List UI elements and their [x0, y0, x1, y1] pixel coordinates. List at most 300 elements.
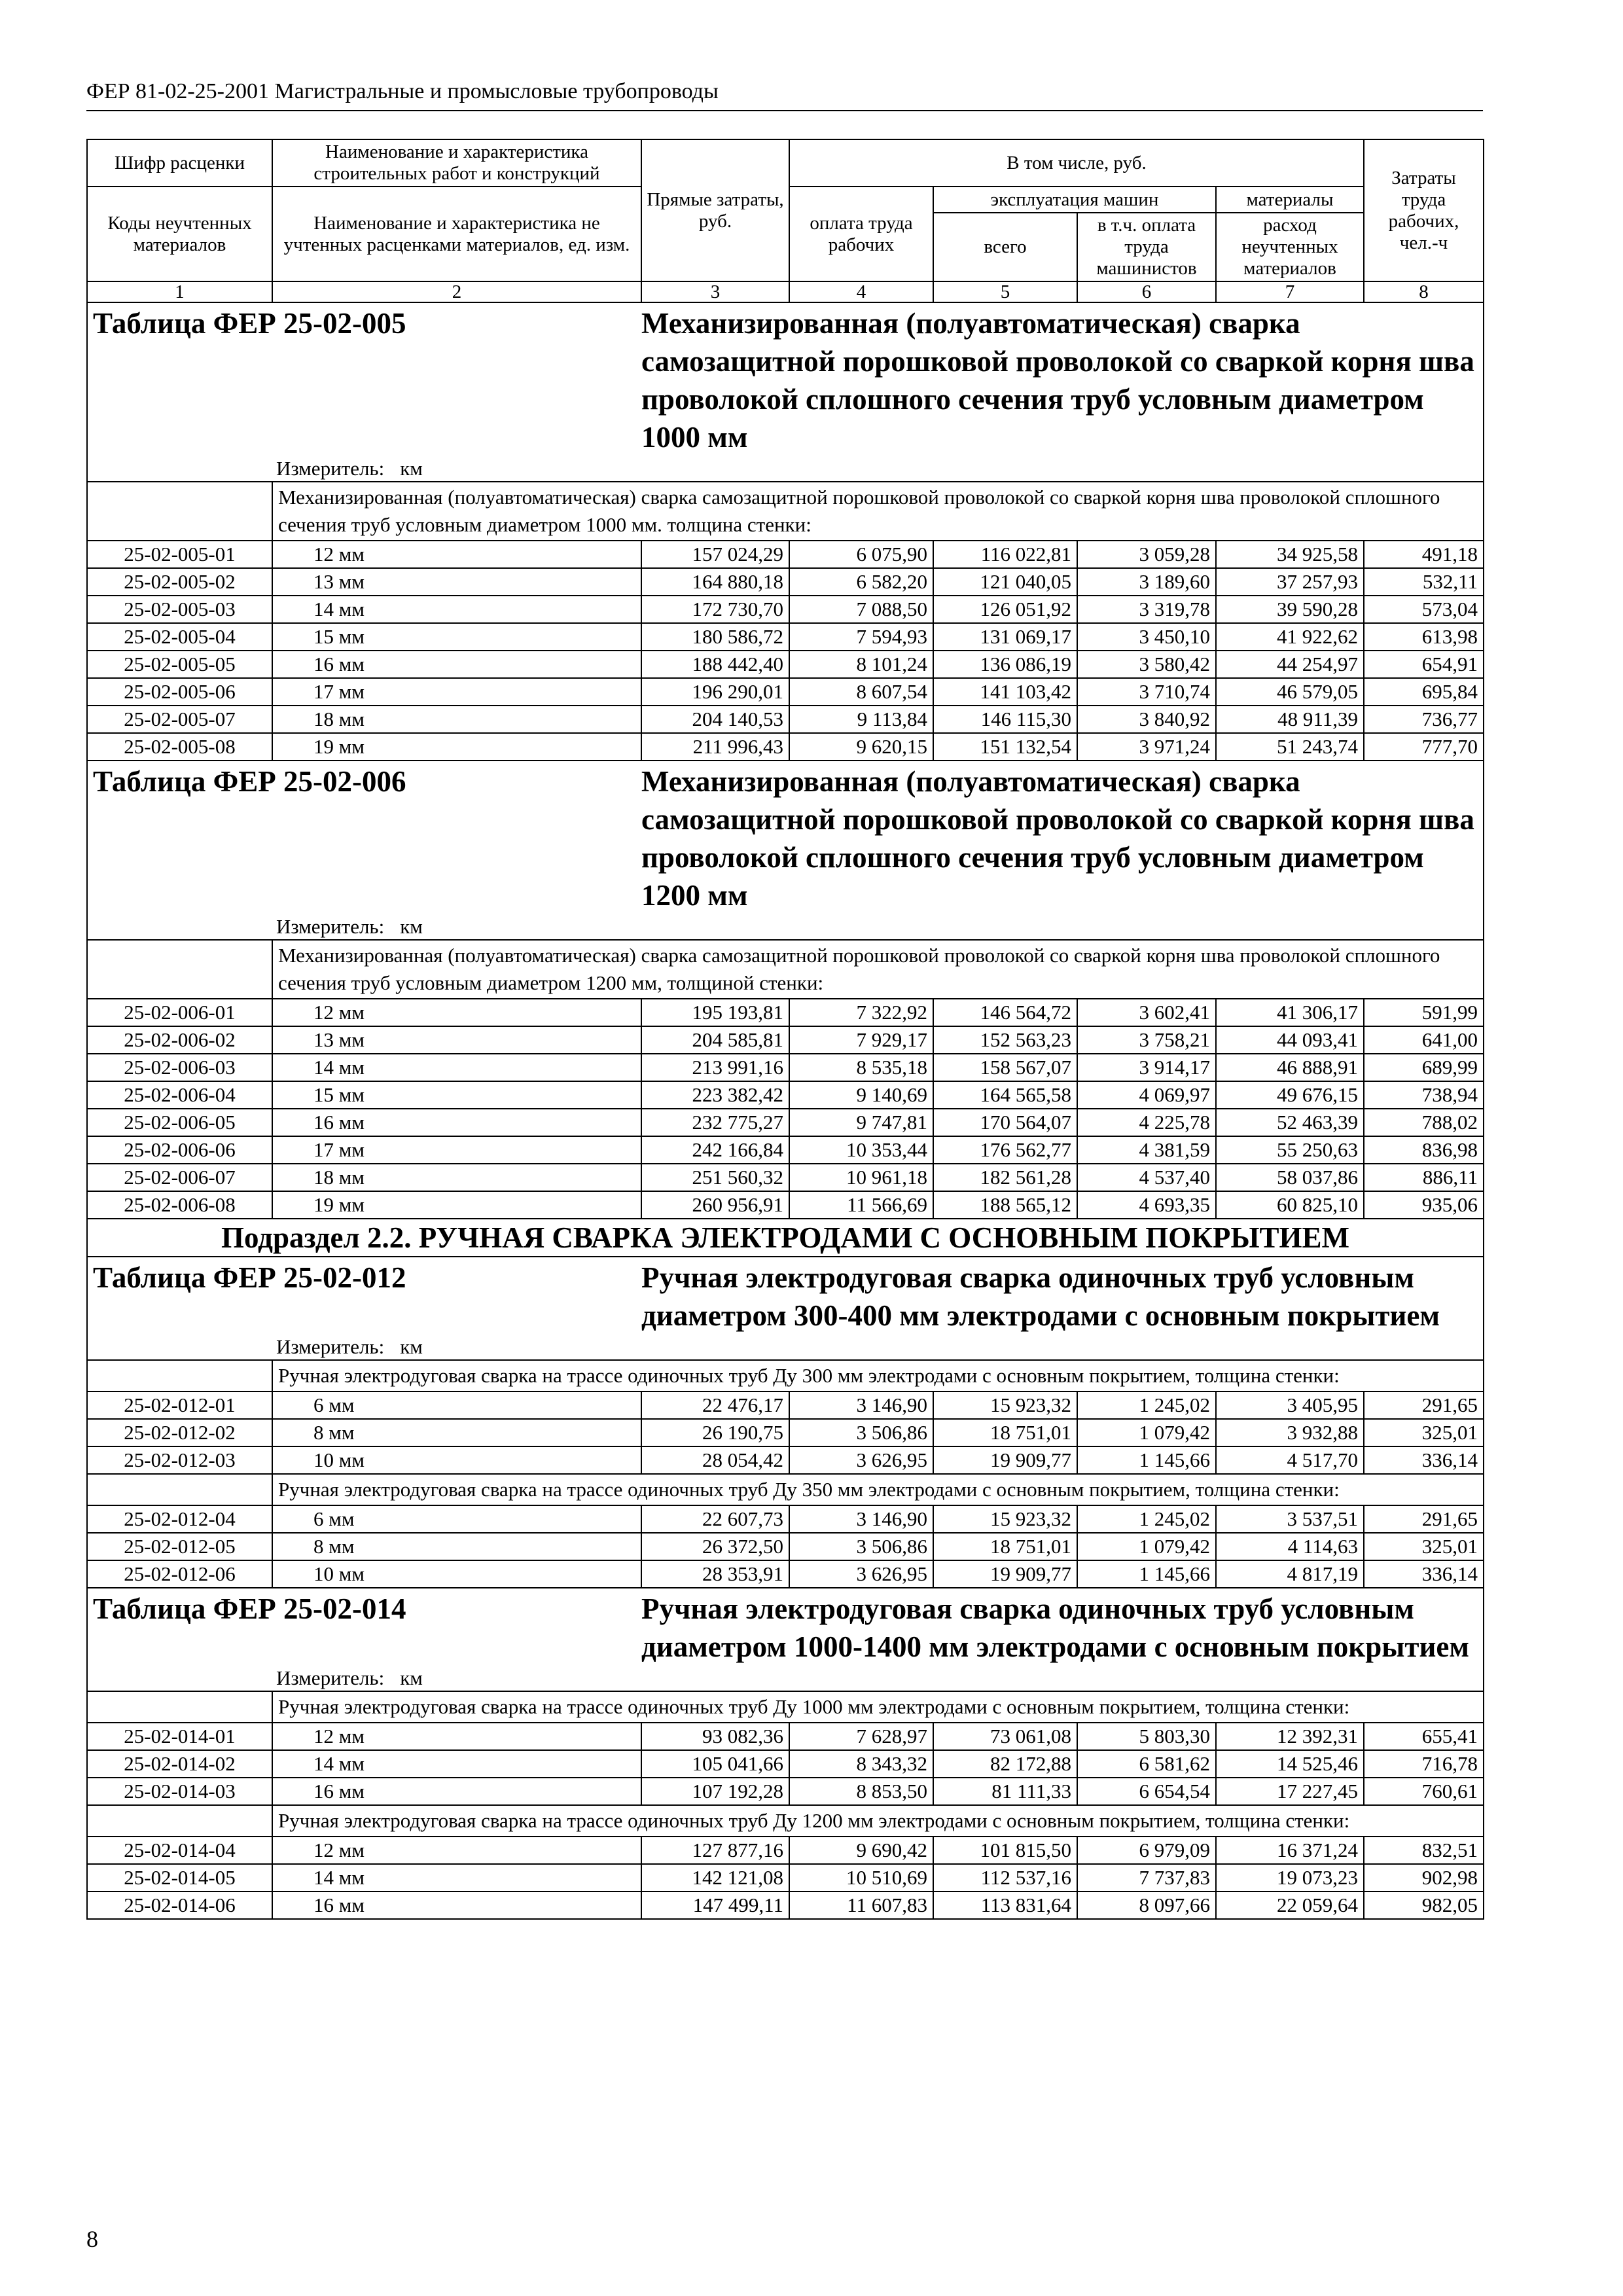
materials-cost: 22 059,64 [1216, 1892, 1364, 1919]
wall-thickness: 14 мм [272, 1864, 641, 1892]
meter-cell [272, 456, 1484, 482]
machinists-pay: 3 971,24 [1077, 733, 1216, 761]
table-code: Таблица ФЕР 25-02-005 [87, 302, 641, 456]
table-row [87, 1081, 1484, 1109]
rate-code: 25-02-012-06 [87, 1560, 272, 1588]
wall-thickness: 16 мм [272, 1778, 641, 1805]
labor-pay: 8 343,32 [789, 1750, 933, 1778]
labor-hours: 291,65 [1364, 1391, 1484, 1419]
labor-hours: 291,65 [1364, 1505, 1484, 1533]
direct-cost: 223 382,42 [641, 1081, 789, 1109]
direct-cost: 157 024,29 [641, 541, 789, 568]
wall-thickness: 12 мм [272, 999, 641, 1026]
meter-row [87, 914, 1484, 940]
labor-pay: 3 506,86 [789, 1419, 933, 1446]
table-row [87, 651, 1484, 678]
direct-cost: 232 775,27 [641, 1109, 789, 1136]
direct-cost: 93 082,36 [641, 1723, 789, 1750]
page-header [86, 76, 1483, 111]
labor-hours: 491,18 [1364, 541, 1484, 568]
machinists-pay: 3 840,92 [1077, 706, 1216, 733]
labor-pay: 7 594,93 [789, 623, 933, 651]
table-title: Ручная электродуговая сварка одиночных труб условным диаметром 1000-1400 мм электродами с основным покрытием [641, 1588, 1484, 1666]
wall-thickness: 8 мм [272, 1419, 641, 1446]
labor-hours: 613,98 [1364, 623, 1484, 651]
labor-pay: 7 088,50 [789, 596, 933, 623]
table-title: Механизированная (полуавтоматическая) сварка самозащитной порошковой проволокой со сваркой корня шва проволокой сплошного сечения труб условным диаметром 1000 мм [641, 302, 1484, 456]
wall-thickness: 16 мм [272, 1109, 641, 1136]
rate-code: 25-02-006-02 [87, 1026, 272, 1054]
machinists-pay: 3 319,78 [1077, 596, 1216, 623]
col-materials-sub-header: расход неучтенных материалов [1216, 213, 1364, 281]
meter-label: Измеритель: [276, 1335, 385, 1358]
direct-cost: 26 190,75 [641, 1419, 789, 1446]
col-code-header: Шифр расценки [87, 139, 272, 187]
group-description: Ручная электродуговая сварка на трассе одиночных труб Ду 1200 мм электродами с основным покрытием, толщина стенки: [272, 1805, 1484, 1837]
col-number: 2 [272, 281, 641, 302]
machinists-pay: 3 710,74 [1077, 678, 1216, 706]
meter-unit: км [400, 457, 423, 480]
machinists-pay: 1 145,66 [1077, 1446, 1216, 1474]
machinists-pay: 1 145,66 [1077, 1560, 1216, 1588]
rate-code: 25-02-012-04 [87, 1505, 272, 1533]
rate-code: 25-02-006-07 [87, 1164, 272, 1191]
materials-cost: 41 306,17 [1216, 999, 1364, 1026]
wall-thickness: 14 мм [272, 1750, 641, 1778]
col-number: 3 [641, 281, 789, 302]
machines-total: 131 069,17 [933, 623, 1077, 651]
direct-cost: 147 499,11 [641, 1892, 789, 1919]
materials-cost: 51 243,74 [1216, 733, 1364, 761]
rate-code: 25-02-005-08 [87, 733, 272, 761]
direct-cost: 196 290,01 [641, 678, 789, 706]
labor-pay: 11 566,69 [789, 1191, 933, 1219]
description-spacer [87, 1805, 272, 1837]
wall-thickness: 10 мм [272, 1560, 641, 1588]
table-row [87, 1505, 1484, 1533]
col-number: 8 [1364, 281, 1484, 302]
group-description-row [87, 940, 1484, 999]
machinists-pay: 7 737,83 [1077, 1864, 1216, 1892]
meter-cell [272, 1666, 1484, 1691]
direct-cost: 195 193,81 [641, 999, 789, 1026]
direct-cost: 164 880,18 [641, 568, 789, 596]
wall-thickness: 17 мм [272, 678, 641, 706]
rate-code: 25-02-014-01 [87, 1723, 272, 1750]
group-description: Ручная электродуговая сварка на трассе одиночных труб Ду 1000 мм электродами с основным покрытием, толщина стенки: [272, 1691, 1484, 1723]
materials-cost: 34 925,58 [1216, 541, 1364, 568]
table-row [87, 1054, 1484, 1081]
direct-cost: 172 730,70 [641, 596, 789, 623]
labor-hours: 777,70 [1364, 733, 1484, 761]
meter-label: Измеритель: [276, 457, 385, 480]
col-including-header: В том числе, руб. [789, 139, 1364, 187]
document-title: ФЕР 81-02-25-2001 Магистральные и промысловые трубопроводы [86, 79, 719, 103]
wall-thickness: 19 мм [272, 1191, 641, 1219]
col-machines-total-header: всего [933, 213, 1077, 281]
table-row [87, 733, 1484, 761]
table-row [87, 1837, 1484, 1864]
labor-pay: 9 140,69 [789, 1081, 933, 1109]
direct-cost: 204 140,53 [641, 706, 789, 733]
meter-row [87, 1335, 1484, 1360]
labor-hours: 532,11 [1364, 568, 1484, 596]
labor-pay: 3 506,86 [789, 1533, 933, 1560]
materials-cost: 16 371,24 [1216, 1837, 1364, 1864]
table-row [87, 1864, 1484, 1892]
meter-cell [272, 914, 1484, 940]
labor-pay: 11 607,83 [789, 1892, 933, 1919]
labor-pay: 7 929,17 [789, 1026, 933, 1054]
machinists-pay: 3 450,10 [1077, 623, 1216, 651]
table-row [87, 678, 1484, 706]
wall-thickness: 12 мм [272, 541, 641, 568]
machinists-pay: 1 245,02 [1077, 1391, 1216, 1419]
table-row [87, 999, 1484, 1026]
rate-code: 25-02-014-02 [87, 1750, 272, 1778]
labor-hours: 655,41 [1364, 1723, 1484, 1750]
machinists-pay: 3 059,28 [1077, 541, 1216, 568]
direct-cost: 22 476,17 [641, 1391, 789, 1419]
col-labor-cost-header: Затраты труда рабочих, чел.-ч [1364, 139, 1484, 281]
machines-total: 19 909,77 [933, 1560, 1077, 1588]
rate-code: 25-02-014-03 [87, 1778, 272, 1805]
machinists-pay: 3 580,42 [1077, 651, 1216, 678]
machinists-pay: 4 693,35 [1077, 1191, 1216, 1219]
machines-total: 19 909,77 [933, 1446, 1077, 1474]
col-number: 7 [1216, 281, 1364, 302]
machines-total: 158 567,07 [933, 1054, 1077, 1081]
rate-code: 25-02-005-05 [87, 651, 272, 678]
machines-total: 73 061,08 [933, 1723, 1077, 1750]
meter-spacer [87, 1335, 272, 1360]
direct-cost: 26 372,50 [641, 1533, 789, 1560]
wall-thickness: 12 мм [272, 1837, 641, 1864]
labor-hours: 573,04 [1364, 596, 1484, 623]
machines-total: 151 132,54 [933, 733, 1077, 761]
labor-pay: 9 747,81 [789, 1109, 933, 1136]
table-code: Таблица ФЕР 25-02-006 [87, 761, 641, 914]
machines-total: 141 103,42 [933, 678, 1077, 706]
table-title-row [87, 302, 1484, 456]
machines-total: 81 111,33 [933, 1778, 1077, 1805]
labor-hours: 716,78 [1364, 1750, 1484, 1778]
rate-code: 25-02-006-08 [87, 1191, 272, 1219]
table-row [87, 1419, 1484, 1446]
section-heading-row [87, 1219, 1484, 1257]
price-table [86, 139, 1484, 1920]
table-title-row [87, 1588, 1484, 1666]
direct-cost: 22 607,73 [641, 1505, 789, 1533]
materials-cost: 4 517,70 [1216, 1446, 1364, 1474]
labor-hours: 760,61 [1364, 1778, 1484, 1805]
group-description-row [87, 482, 1484, 541]
materials-cost: 4 817,19 [1216, 1560, 1364, 1588]
table-row [87, 596, 1484, 623]
table-row [87, 1723, 1484, 1750]
rate-code: 25-02-006-04 [87, 1081, 272, 1109]
rate-code: 25-02-005-06 [87, 678, 272, 706]
labor-pay: 10 353,44 [789, 1136, 933, 1164]
rate-code: 25-02-006-06 [87, 1136, 272, 1164]
labor-hours: 902,98 [1364, 1864, 1484, 1892]
table-row [87, 623, 1484, 651]
materials-cost: 41 922,62 [1216, 623, 1364, 651]
rate-code: 25-02-012-05 [87, 1533, 272, 1560]
machinists-pay: 3 758,21 [1077, 1026, 1216, 1054]
machines-total: 188 565,12 [933, 1191, 1077, 1219]
rate-code: 25-02-006-05 [87, 1109, 272, 1136]
machines-total: 15 923,32 [933, 1391, 1077, 1419]
wall-thickness: 13 мм [272, 568, 641, 596]
labor-pay: 10 510,69 [789, 1864, 933, 1892]
col-machines-header: эксплуатация машин [933, 187, 1216, 213]
machines-total: 116 022,81 [933, 541, 1077, 568]
labor-hours: 689,99 [1364, 1054, 1484, 1081]
labor-pay: 8 607,54 [789, 678, 933, 706]
group-description-row [87, 1474, 1484, 1505]
rate-code: 25-02-012-02 [87, 1419, 272, 1446]
machinists-pay: 3 914,17 [1077, 1054, 1216, 1081]
col-direct-header: Прямые затраты, руб. [641, 139, 789, 281]
machines-total: 136 086,19 [933, 651, 1077, 678]
materials-cost: 4 114,63 [1216, 1533, 1364, 1560]
labor-pay: 3 626,95 [789, 1560, 933, 1588]
description-spacer [87, 1474, 272, 1505]
machines-total: 146 564,72 [933, 999, 1077, 1026]
rate-code: 25-02-014-04 [87, 1837, 272, 1864]
machines-total: 152 563,23 [933, 1026, 1077, 1054]
labor-hours: 788,02 [1364, 1109, 1484, 1136]
description-spacer [87, 1360, 272, 1391]
table-code: Таблица ФЕР 25-02-014 [87, 1588, 641, 1666]
table-row [87, 1778, 1484, 1805]
table-row [87, 1391, 1484, 1419]
col-code-alt-header: Коды неучтенных материалов [87, 187, 272, 281]
machinists-pay: 8 097,66 [1077, 1892, 1216, 1919]
materials-cost: 49 676,15 [1216, 1081, 1364, 1109]
group-description: Ручная электродуговая сварка на трассе одиночных труб Ду 300 мм электродами с основным покрытием, толщина стенки: [272, 1360, 1484, 1391]
materials-cost: 14 525,46 [1216, 1750, 1364, 1778]
rate-code: 25-02-005-04 [87, 623, 272, 651]
labor-hours: 886,11 [1364, 1164, 1484, 1191]
meter-spacer [87, 1666, 272, 1691]
machinists-pay: 6 581,62 [1077, 1750, 1216, 1778]
wall-thickness: 6 мм [272, 1391, 641, 1419]
wall-thickness: 16 мм [272, 651, 641, 678]
wall-thickness: 18 мм [272, 706, 641, 733]
group-description-row [87, 1360, 1484, 1391]
machines-total: 182 561,28 [933, 1164, 1077, 1191]
direct-cost: 213 991,16 [641, 1054, 789, 1081]
labor-pay: 6 075,90 [789, 541, 933, 568]
machines-total: 126 051,92 [933, 596, 1077, 623]
machinists-pay: 4 381,59 [1077, 1136, 1216, 1164]
table-title-row [87, 761, 1484, 914]
machinists-pay: 1 079,42 [1077, 1419, 1216, 1446]
materials-cost: 52 463,39 [1216, 1109, 1364, 1136]
wall-thickness: 12 мм [272, 1723, 641, 1750]
wall-thickness: 17 мм [272, 1136, 641, 1164]
labor-pay: 9 690,42 [789, 1837, 933, 1864]
materials-cost: 46 888,91 [1216, 1054, 1364, 1081]
table-row [87, 1164, 1484, 1191]
machines-total: 101 815,50 [933, 1837, 1077, 1864]
machines-total: 121 040,05 [933, 568, 1077, 596]
machines-total: 170 564,07 [933, 1109, 1077, 1136]
table-title: Ручная электродуговая сварка одиночных труб условным диаметром 300-400 мм электродами с основным покрытием [641, 1257, 1484, 1335]
direct-cost: 28 353,91 [641, 1560, 789, 1588]
col-number: 5 [933, 281, 1077, 302]
col-name-header: Наименование и характеристика строительных работ и конструкций [272, 139, 641, 187]
meter-spacer [87, 456, 272, 482]
meter-cell [272, 1335, 1484, 1360]
column-numbers-row [87, 281, 1484, 302]
labor-pay: 8 853,50 [789, 1778, 933, 1805]
machines-total: 164 565,58 [933, 1081, 1077, 1109]
direct-cost: 211 996,43 [641, 733, 789, 761]
group-description: Механизированная (полуавтоматическая) сварка самозащитной порошковой проволокой со сваркой корня шва проволокой сплошного сечения труб условным диаметром 1200 мм, толщиной стенки: [272, 940, 1484, 999]
labor-hours: 695,84 [1364, 678, 1484, 706]
machines-total: 82 172,88 [933, 1750, 1077, 1778]
labor-pay: 9 113,84 [789, 706, 933, 733]
rate-code: 25-02-014-05 [87, 1864, 272, 1892]
wall-thickness: 15 мм [272, 1081, 641, 1109]
table-row [87, 1533, 1484, 1560]
labor-pay: 10 961,18 [789, 1164, 933, 1191]
section-heading: Подраздел 2.2. РУЧНАЯ СВАРКА ЭЛЕКТРОДАМИ С ОСНОВНЫМ ПОКРЫТИЕМ [87, 1219, 1484, 1257]
materials-cost: 48 911,39 [1216, 706, 1364, 733]
page-number: 8 [86, 2226, 98, 2252]
meter-unit: км [400, 915, 423, 938]
col-name-alt-header: Наименование и характеристика не учтенных расценками материалов, ед. изм. [272, 187, 641, 281]
direct-cost: 204 585,81 [641, 1026, 789, 1054]
table-row [87, 1136, 1484, 1164]
meter-unit: км [400, 1666, 423, 1689]
machines-total: 18 751,01 [933, 1533, 1077, 1560]
description-spacer [87, 940, 272, 999]
direct-cost: 260 956,91 [641, 1191, 789, 1219]
wall-thickness: 13 мм [272, 1026, 641, 1054]
col-machines-pay-header: в т.ч. оплата труда машинистов [1077, 213, 1216, 281]
labor-pay: 6 582,20 [789, 568, 933, 596]
wall-thickness: 16 мм [272, 1892, 641, 1919]
group-description-row [87, 1691, 1484, 1723]
direct-cost: 107 192,28 [641, 1778, 789, 1805]
labor-hours: 336,14 [1364, 1446, 1484, 1474]
meter-unit: км [400, 1335, 423, 1358]
col-labor-pay-header: оплата труда рабочих [789, 187, 933, 281]
labor-pay: 3 626,95 [789, 1446, 933, 1474]
materials-cost: 60 825,10 [1216, 1191, 1364, 1219]
meter-label: Измеритель: [276, 915, 385, 938]
direct-cost: 28 054,42 [641, 1446, 789, 1474]
table-title-row [87, 1257, 1484, 1335]
table-row [87, 541, 1484, 568]
labor-hours: 325,01 [1364, 1419, 1484, 1446]
machines-total: 146 115,30 [933, 706, 1077, 733]
table-row [87, 1750, 1484, 1778]
machinists-pay: 4 537,40 [1077, 1164, 1216, 1191]
materials-cost: 46 579,05 [1216, 678, 1364, 706]
rate-code: 25-02-006-03 [87, 1054, 272, 1081]
direct-cost: 127 877,16 [641, 1837, 789, 1864]
materials-cost: 12 392,31 [1216, 1723, 1364, 1750]
table-row [87, 1892, 1484, 1919]
table-row [87, 1109, 1484, 1136]
group-description-row [87, 1805, 1484, 1837]
description-spacer [87, 482, 272, 541]
table-code: Таблица ФЕР 25-02-012 [87, 1257, 641, 1335]
wall-thickness: 19 мм [272, 733, 641, 761]
materials-cost: 44 093,41 [1216, 1026, 1364, 1054]
machinists-pay: 4 069,97 [1077, 1081, 1216, 1109]
table-title: Механизированная (полуавтоматическая) сварка самозащитной порошковой проволокой со сваркой корня шва проволокой сплошного сечения труб условным диаметром 1200 мм [641, 761, 1484, 914]
labor-hours: 736,77 [1364, 706, 1484, 733]
wall-thickness: 14 мм [272, 1054, 641, 1081]
col-number: 6 [1077, 281, 1216, 302]
labor-hours: 325,01 [1364, 1533, 1484, 1560]
table-row [87, 568, 1484, 596]
table-row [87, 1026, 1484, 1054]
table-row [87, 706, 1484, 733]
wall-thickness: 14 мм [272, 596, 641, 623]
machines-total: 15 923,32 [933, 1505, 1077, 1533]
rate-code: 25-02-012-01 [87, 1391, 272, 1419]
meter-label: Измеритель: [276, 1666, 385, 1689]
materials-cost: 37 257,93 [1216, 568, 1364, 596]
direct-cost: 188 442,40 [641, 651, 789, 678]
materials-cost: 19 073,23 [1216, 1864, 1364, 1892]
labor-pay: 8 101,24 [789, 651, 933, 678]
machines-total: 176 562,77 [933, 1136, 1077, 1164]
labor-hours: 336,14 [1364, 1560, 1484, 1588]
machines-total: 112 537,16 [933, 1864, 1077, 1892]
rate-code: 25-02-006-01 [87, 999, 272, 1026]
col-number: 4 [789, 281, 933, 302]
wall-thickness: 10 мм [272, 1446, 641, 1474]
wall-thickness: 18 мм [272, 1164, 641, 1191]
labor-pay: 3 146,90 [789, 1391, 933, 1419]
direct-cost: 105 041,66 [641, 1750, 789, 1778]
machinists-pay: 6 979,09 [1077, 1837, 1216, 1864]
machinists-pay: 4 225,78 [1077, 1109, 1216, 1136]
direct-cost: 251 560,32 [641, 1164, 789, 1191]
labor-pay: 7 322,92 [789, 999, 933, 1026]
direct-cost: 180 586,72 [641, 623, 789, 651]
labor-hours: 738,94 [1364, 1081, 1484, 1109]
labor-hours: 982,05 [1364, 1892, 1484, 1919]
rate-code: 25-02-012-03 [87, 1446, 272, 1474]
machinists-pay: 3 189,60 [1077, 568, 1216, 596]
rate-code: 25-02-005-07 [87, 706, 272, 733]
labor-pay: 3 146,90 [789, 1505, 933, 1533]
materials-cost: 3 405,95 [1216, 1391, 1364, 1419]
header-row-1 [87, 139, 1484, 187]
labor-hours: 935,06 [1364, 1191, 1484, 1219]
machinists-pay: 3 602,41 [1077, 999, 1216, 1026]
meter-spacer [87, 914, 272, 940]
machinists-pay: 1 079,42 [1077, 1533, 1216, 1560]
wall-thickness: 6 мм [272, 1505, 641, 1533]
meter-row [87, 456, 1484, 482]
rate-code: 25-02-005-02 [87, 568, 272, 596]
machinists-pay: 5 803,30 [1077, 1723, 1216, 1750]
table-row [87, 1560, 1484, 1588]
direct-cost: 242 166,84 [641, 1136, 789, 1164]
group-description: Ручная электродуговая сварка на трассе одиночных труб Ду 350 мм электродами с основным покрытием, толщина стенки: [272, 1474, 1484, 1505]
description-spacer [87, 1691, 272, 1723]
